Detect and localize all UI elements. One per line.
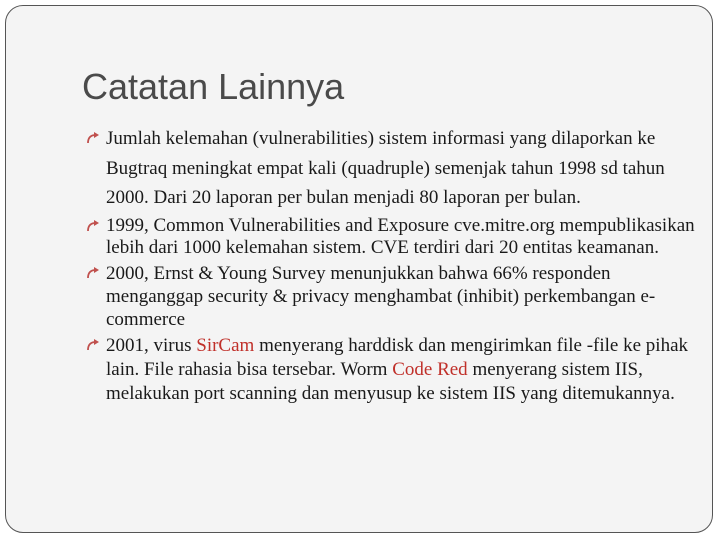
curved-arrow-bullet-icon [86,131,102,147]
curved-arrow-bullet-icon [86,219,102,235]
bullet-text-part: menyerang harddisk dan mengirimkan file -file ke pihak lain. File rahasia bisa tersebar. Worm [106,334,689,380]
bullet-item-cve [84,215,696,259]
bullet-text-part: menyerang sistem IIS, melakukan port scanning dan menyusup ke sistem IIS yang ditemukannya. [106,358,675,404]
bullet-text: Jumlah kelemahan (vulnerabilities) sistem informasi yang dilaporkan ke Bugtraq meningkat empat kali (quadruple) semenjak tahun 1998 sd tahun 2000. Dari 20 laporan per bulan menjadi 80 laporan per bulan. [106,128,665,208]
bullet-item-ernst-young [84,262,696,331]
curved-arrow-bullet-icon [86,266,102,282]
bullet-list [84,124,696,406]
bullet-text: 2000, Ernst & Young Survey menunjukkan bahwa 66% responden menganggap security & privacy menghambat (inhibit) perkembangan e-commerce [106,262,656,330]
highlight-sircam: SirCam [196,334,255,356]
bullet-text: 1999, Common Vulnerabilities and Exposure cve.mitre.org mempublikasikan lebih dari 1000 kelemahan sistem. CVE terdiri dari 20 entitas keamanan. [106,214,695,258]
bullet-text-part: 2001, virus [106,334,197,356]
bullet-item-sircam [84,334,696,406]
curved-arrow-bullet-icon [86,338,102,354]
slide-title: Catatan Lainnya [82,66,345,107]
highlight-code-red: Code Red [392,358,468,380]
bullet-item-bugtraq [84,124,696,213]
slide [5,5,713,533]
